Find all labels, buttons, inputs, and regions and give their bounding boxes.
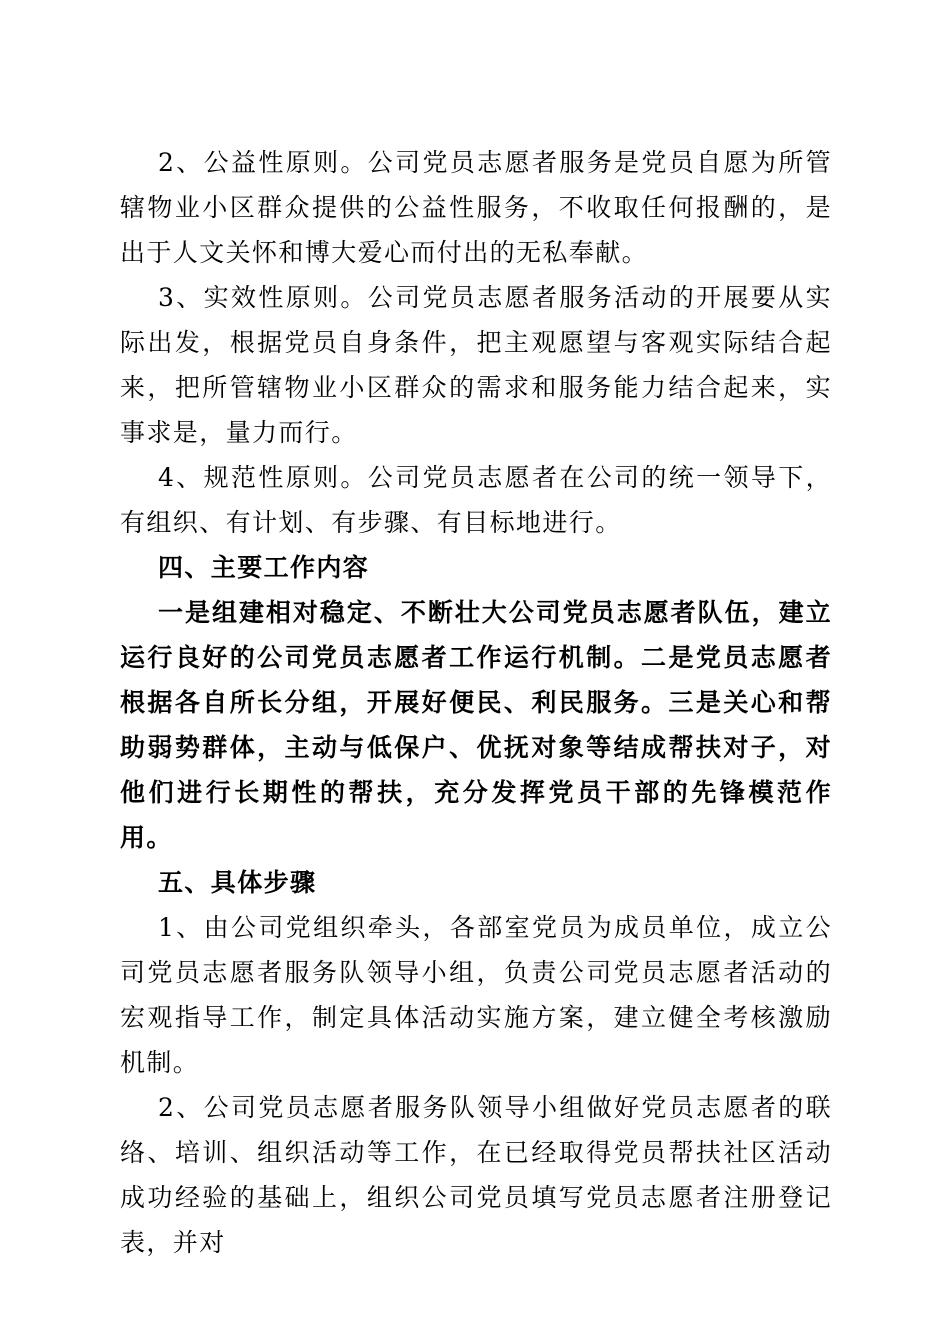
document-page [120,140,832,1265]
section-heading-main-work: 四、主要工作内容 [158,553,370,582]
paragraph-step-1: 1、由公司党组织牵头，各部室党员为成员单位，成立公司党员志愿者服务队领导小组，负责公司党员志愿者活动的宏观指导工作，制定具体活动实施方案，建立健全考核激励机制。 [120,913,832,1077]
paragraph-main-work: 一是组建相对稳定、不断壮大公司党员志愿者队伍，建立运行良好的公司党员志愿者工作运行机制。二是党员志愿者根据各自所长分组，开展好便民、利民服务。三是关心和帮助弱势群体，主动与低保户、优抚对象等结成帮扶对子，对他们进行长期性的帮扶，充分发挥党员干部的先锋模范作用。 [120,598,832,852]
section-heading-steps: 五、具体步骤 [158,868,317,897]
paragraph-principle-3: 3、实效性原则。公司党员志愿者服务活动的开展要从实际出发，根据党员自身条件，把主观愿望与客观实际结合起来，把所管辖物业小区群众的需求和服务能力结合起来，实事求是，量力而行。 [120,283,832,447]
paragraph-principle-2: 2、公益性原则。公司党员志愿者服务是党员自愿为所管辖物业小区群众提供的公益性服务，不收取任何报酬的，是出于人文关怀和博大爱心而付出的无私奉献。 [120,148,832,267]
paragraph-step-2: 2、公司党员志愿者服务队领导小组做好党员志愿者的联络、培训、组织活动等工作，在已经取得党员帮扶社区活动成功经验的基础上，组织公司党员填写党员志愿者注册登记表，并对 [120,1093,832,1257]
paragraph-principle-4: 4、规范性原则。公司党员志愿者在公司的统一领导下，有组织、有计划、有步骤、有目标地进行。 [120,463,832,537]
